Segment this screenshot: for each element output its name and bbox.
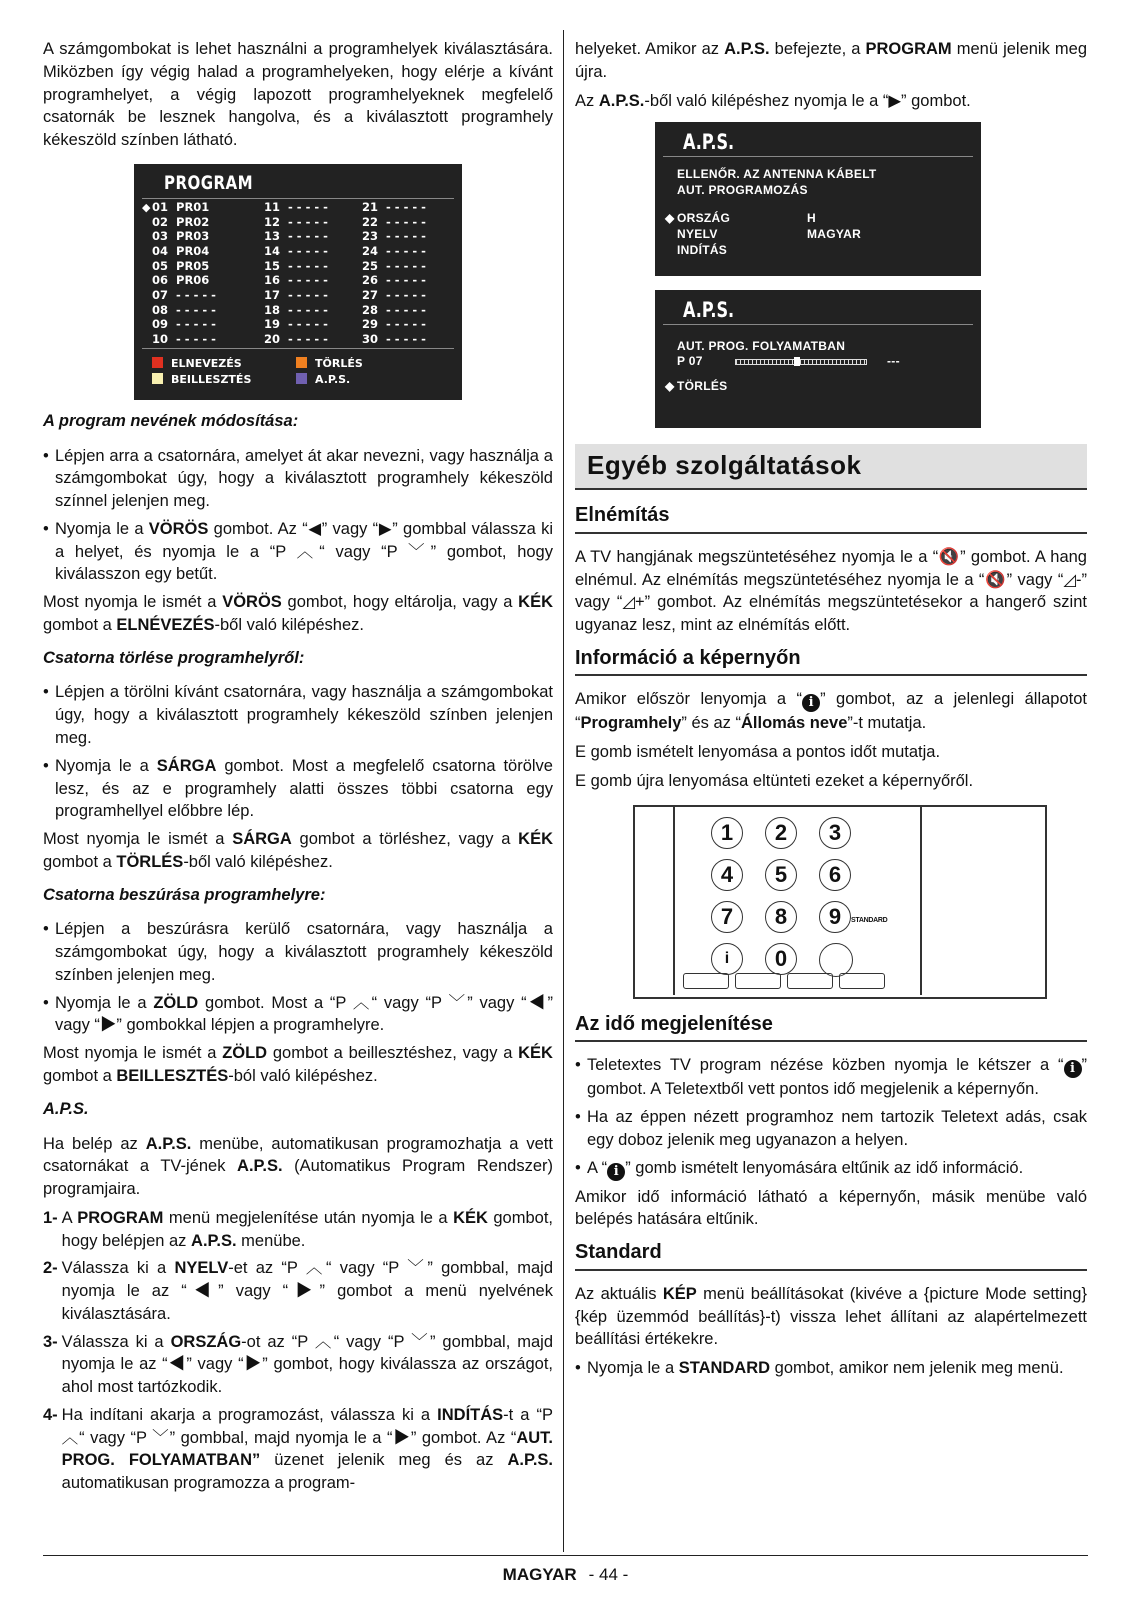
legend-color-swatch bbox=[296, 357, 307, 368]
info-icon: i bbox=[802, 694, 820, 712]
heading-time: Az idő megjelenítése bbox=[575, 1011, 1087, 1043]
mute-paragraph: A TV hangjának megszüntetéséhez nyomja le a “🔇” gombot. A hang elnémul. Az elnémítás megszüntetéséhez nyomja le a “🔇” vagy “◿-” vagy “◿+” gombot. Az elnémítás megszüntetésekor a hangerő szint ugyanaz lesz, mint az elnémítás előtt. bbox=[575, 547, 1087, 635]
step-number: 2- bbox=[43, 1259, 58, 1278]
info-paragraph-3: E gomb újra lenyomása eltünteti ezeket a képernyőről. bbox=[575, 771, 974, 790]
program-slot: 24 - - - - - bbox=[362, 243, 426, 258]
program-slot: 16 - - - - - bbox=[264, 273, 328, 288]
time-paragraph: Amikor idő információ látható a képernyőn, másik menübe való belépés hatására eltűnik. bbox=[575, 1187, 1087, 1229]
time-bullet-3: • A “ i ” gomb ismételt lenyomására eltűnik az idő információ. bbox=[575, 1157, 1087, 1181]
delete-bullet-1: • Lépjen a törölni kívánt csatornára, vagy használja a számgombokat úgy, hogy a kiválasztott programhely kékeszöld színben jelenjen meg. bbox=[43, 681, 553, 749]
program-slot: 11 - - - - - bbox=[264, 199, 328, 214]
program-slot: 01 PR01 bbox=[152, 199, 210, 214]
number-button-2[interactable]: 2 bbox=[765, 817, 797, 849]
program-menu-title: PROGRAM bbox=[164, 171, 254, 194]
aps-country-value: H bbox=[807, 211, 816, 226]
color-key-button[interactable] bbox=[787, 973, 833, 989]
program-column-3 bbox=[362, 200, 462, 347]
number-button-9[interactable]: 9 bbox=[819, 901, 851, 933]
page-number: - 44 - bbox=[588, 1565, 629, 1584]
remote-control-illustration bbox=[633, 805, 1047, 999]
info-paragraph-1: Amikor először lenyomja a “ i ” gombot, az a jelenlegi állapotot “Programhely” és az “Állomás neve”-t mutatja. bbox=[575, 690, 1087, 733]
legend-color-swatch bbox=[296, 373, 307, 384]
step-number: 4- bbox=[43, 1405, 58, 1424]
aps-exit-paragraph: Az A.P.S.-ből való kilépéshez nyomja le a “▶” gombot. bbox=[575, 91, 971, 110]
step-text: Válassza ki a NYELV-et az “P ︿“ vagy “P ﹀” gombbal, majd nyomja le az “◀” vagy “▶” gombot a menü nyelvének kiválasztására. bbox=[61, 1259, 554, 1323]
time-bullet-1: • Teletextes TV program nézése közben nyomja le kétszer a “ i ” gombot. A Teletextből vett pontos idő megjelenik a képernyőn. bbox=[575, 1054, 1087, 1101]
program-slot: 13 - - - - - bbox=[264, 229, 328, 244]
aps-menu-screen bbox=[655, 122, 981, 276]
number-button-8[interactable]: 8 bbox=[765, 901, 797, 933]
number-button-7[interactable]: 7 bbox=[711, 901, 743, 933]
color-key-button[interactable] bbox=[683, 973, 729, 989]
info-paragraph-2: E gomb ismételt lenyomása a pontos időt mutatja. bbox=[575, 743, 941, 762]
program-slot: 27 - - - - - bbox=[362, 288, 426, 303]
aps-paragraph: Ha belép az A.P.S. menübe, automatikusan programozhatja a vett csatornákat a TV-jének A.P.S. (Automatikus Program Rendszer) programjaira. bbox=[43, 1134, 553, 1199]
number-button-6[interactable]: 6 bbox=[819, 859, 851, 891]
aps-progress-bar bbox=[735, 359, 867, 365]
program-slot: 02 PR02 bbox=[152, 214, 210, 229]
program-slot: 09 - - - - - bbox=[152, 317, 216, 332]
legend-rename: ELNEVEZÉS bbox=[171, 356, 242, 370]
legend-insert: BEILLESZTÉS bbox=[171, 372, 252, 386]
color-key-button[interactable] bbox=[735, 973, 781, 989]
number-button-3[interactable]: 3 bbox=[819, 817, 851, 849]
delete-bullet-2: • Nyomja le a SÁRGA gombot. Most a megfelelő csatorna törölve lesz, és az e programhely alatti összes többi csatorna egy programhellyel előbbre lép. bbox=[43, 755, 553, 823]
heading-standard: Standard bbox=[575, 1239, 1087, 1271]
standard-paragraph: Az aktuális KÉP menü beállításokat (kivéve a {picture Mode setting} {kép üzemmód beállítás}-t) vissza lehet állítani az alapértelmezett beállítási értékekre. bbox=[575, 1284, 1087, 1349]
number-button-4[interactable]: 4 bbox=[711, 859, 743, 891]
aps-start: INDÍTÁS bbox=[677, 243, 728, 258]
selection-arrow-icon: ◆ bbox=[665, 379, 675, 394]
rename-bullet-1: • Lépjen arra a csatornára, amelyet át akar nevezni, vagy használja a számgombokat úgy, hogy a kiválasztott programhely kékeszöld színnel jelenjen meg. bbox=[43, 445, 553, 513]
program-slot: 08 - - - - - bbox=[152, 302, 216, 317]
selection-arrow-icon: ◆ bbox=[142, 200, 151, 214]
aps-progress-screen bbox=[655, 290, 981, 428]
step-number: 1- bbox=[43, 1208, 58, 1227]
program-slot: 10 - - - - - bbox=[152, 332, 216, 347]
page-footer bbox=[0, 1563, 1131, 1586]
heading-aps: A.P.S. bbox=[43, 1099, 89, 1118]
intro-paragraph: A számgombokat is lehet használni a programhelyek kiválasztására. Miközben így végig halad a programhelyeken, hogy elérje a kívánt programhelyet, a végig lapozott programhelyeknek megfelelő csatornák be lesznek hangolva, és a kiválasztott programhely kékeszöld színben látható. bbox=[43, 40, 553, 150]
heading-info: Információ a képernyőn bbox=[575, 645, 1087, 677]
rename-bullet-2: • Nyomja le a VÖRÖS gombot. Az “◀” vagy “▶” gombbal válassza ki a helyet, és nyomja le a “P ︿“ vagy “P ﹀” gombot, hogy kiválasszon egy betűt. bbox=[43, 518, 553, 586]
heading-delete: Csatorna törlése programhelyről: bbox=[43, 648, 305, 667]
program-slot: 18 - - - - - bbox=[264, 302, 328, 317]
aps-step bbox=[43, 1207, 553, 1253]
column-divider bbox=[563, 30, 564, 1552]
info-icon: i bbox=[1064, 1060, 1082, 1078]
step-text: A PROGRAM menü megjelenítése után nyomja le a KÉK gombot, hogy belépjen az A.P.S. menübe. bbox=[61, 1208, 553, 1250]
program-slot: 05 PR05 bbox=[152, 258, 210, 273]
program-menu-screen bbox=[134, 164, 462, 400]
number-button-0[interactable]: 0 bbox=[765, 943, 797, 975]
heading-mute: Elnémítás bbox=[575, 502, 1087, 534]
insert-paragraph: Most nyomja le ismét a ZÖLD gombot a beillesztéshez, vagy a KÉK gombot a BEILLESZTÉS-ból való kilépéshez. bbox=[43, 1044, 553, 1085]
color-key-button[interactable] bbox=[839, 973, 885, 989]
step-text: Ha indítani akarja a programozást, válassza ki a INDÍTÁS-t a “P ︿“ vagy “P ﹀” gombbal, majd nyomja le a “▶” gombot. Az “AUT. PROG. FOLYAMATBAN” üzenet jelenik meg és az A.P.S. automatikusan programozza a program- bbox=[61, 1405, 553, 1493]
right-column bbox=[575, 38, 1087, 1385]
number-button-5[interactable]: 5 bbox=[765, 859, 797, 891]
aps-delete: TÖRLÉS bbox=[677, 379, 728, 394]
program-slot: 12 - - - - - bbox=[264, 214, 328, 229]
continuation-paragraph: helyeket. Amikor az A.P.S. befejezte, a PROGRAM menü jelenik meg újra. bbox=[575, 40, 1087, 81]
remote-keypad bbox=[673, 805, 922, 995]
legend-color-swatch bbox=[152, 357, 163, 368]
info-button[interactable]: i bbox=[711, 943, 743, 975]
legend-aps: A.P.S. bbox=[315, 372, 351, 386]
legend-color-swatch bbox=[152, 373, 163, 384]
aps-program-number: P 07 bbox=[677, 354, 703, 369]
program-slot: 14 - - - - - bbox=[264, 243, 328, 258]
aps-language-label: NYELV bbox=[677, 227, 718, 242]
progress-marker bbox=[794, 357, 800, 366]
aps-check-antenna: ELLENŐR. AZ ANTENNA KÁBELT bbox=[677, 167, 877, 182]
info-icon: i bbox=[607, 1163, 625, 1181]
delete-paragraph: Most nyomja le ismét a SÁRGA gombot a törléshez, vagy a KÉK gombot a TÖRLÉS-ből való kilépéshez. bbox=[43, 830, 553, 871]
standard-bullet: • Nyomja le a STANDARD gombot, amikor nem jelenik meg menü. bbox=[575, 1357, 1087, 1380]
program-slot: 03 PR03 bbox=[152, 229, 210, 244]
program-slot: 20 - - - - - bbox=[264, 332, 328, 347]
program-slot: 30 - - - - - bbox=[362, 332, 426, 347]
rename-paragraph: Most nyomja le ismét a VÖRÖS gombot, hogy eltárolja, vagy a KÉK gombot a ELNÉVEZÉS-ből való kilépéshez. bbox=[43, 593, 553, 634]
section-other-services: Egyéb szolgáltatások bbox=[575, 444, 1087, 490]
step-text: Válassza ki a ORSZÁG-ot az “P ︿“ vagy “P ﹀” gombbal, majd nyomja le az “◀” vagy “▶” gombot, hogy kiválassza az országot, ahol most tartózkodik. bbox=[61, 1332, 554, 1397]
heading-rename: A program nevének módosítása: bbox=[43, 411, 299, 430]
legend-left bbox=[152, 356, 251, 388]
aps-steps-list bbox=[43, 1207, 553, 1495]
program-slot: 06 PR06 bbox=[152, 273, 210, 288]
footer-language: MAGYAR bbox=[502, 1565, 577, 1584]
program-slot: 28 - - - - - bbox=[362, 302, 426, 317]
aps-frequency: --- bbox=[887, 354, 900, 369]
aps-in-progress: AUT. PROG. FOLYAMATBAN bbox=[677, 339, 846, 354]
program-slot: 26 - - - - - bbox=[362, 273, 426, 288]
program-slot: 23 - - - - - bbox=[362, 229, 426, 244]
program-slot: 15 - - - - - bbox=[264, 258, 328, 273]
aps-language-value: MAGYAR bbox=[807, 227, 862, 242]
legend-delete: TÖRLÉS bbox=[315, 356, 363, 370]
program-slot: 22 - - - - - bbox=[362, 214, 426, 229]
selection-arrow-icon: ◆ bbox=[665, 211, 675, 226]
legend-right bbox=[296, 356, 363, 388]
left-column bbox=[43, 38, 553, 1500]
program-column-1 bbox=[152, 200, 252, 347]
aps-step bbox=[43, 1331, 553, 1399]
aps-menu-title: A.P.S. bbox=[683, 130, 735, 155]
aps-progress-title: A.P.S. bbox=[683, 298, 735, 323]
aps-step bbox=[43, 1257, 553, 1325]
step-number: 3- bbox=[43, 1332, 58, 1351]
heading-insert: Csatorna beszúrása programhelyre: bbox=[43, 885, 326, 904]
program-slot: 25 - - - - - bbox=[362, 258, 426, 273]
program-slot: 07 - - - - - bbox=[152, 288, 216, 303]
program-slot: 21 - - - - - bbox=[362, 199, 426, 214]
standard-label: STANDARD bbox=[851, 916, 888, 924]
insert-bullet-1: • Lépjen a beszúrásra kerülő csatornára, vagy használja a számgombokat úgy, hogy a kiválasztott programhely kékeszöld színben jelenjen meg. bbox=[43, 918, 553, 986]
standard-button[interactable] bbox=[819, 943, 853, 977]
footer-rule bbox=[43, 1555, 1088, 1556]
time-bullet-2: • Ha az éppen nézett programhoz nem tartozik Teletext adás, csak egy doboz jelenik meg ugyanazon a helyen. bbox=[575, 1106, 1087, 1152]
aps-auto-programming: AUT. PROGRAMOZÁS bbox=[677, 183, 808, 198]
program-slot: 04 PR04 bbox=[152, 243, 210, 258]
aps-country-label: ORSZÁG bbox=[677, 211, 731, 226]
number-button-1[interactable]: 1 bbox=[711, 817, 743, 849]
program-slot: 19 - - - - - bbox=[264, 317, 328, 332]
program-column-2 bbox=[264, 200, 364, 347]
aps-step bbox=[43, 1404, 553, 1495]
program-slot: 17 - - - - - bbox=[264, 288, 328, 303]
program-slot: 29 - - - - - bbox=[362, 317, 426, 332]
insert-bullet-2: • Nyomja le a ZÖLD gombot. Most a “P ︿“ vagy “P ﹀” vagy “◀” vagy “▶” gombokkal lépjen a programhelyre. bbox=[43, 992, 553, 1038]
